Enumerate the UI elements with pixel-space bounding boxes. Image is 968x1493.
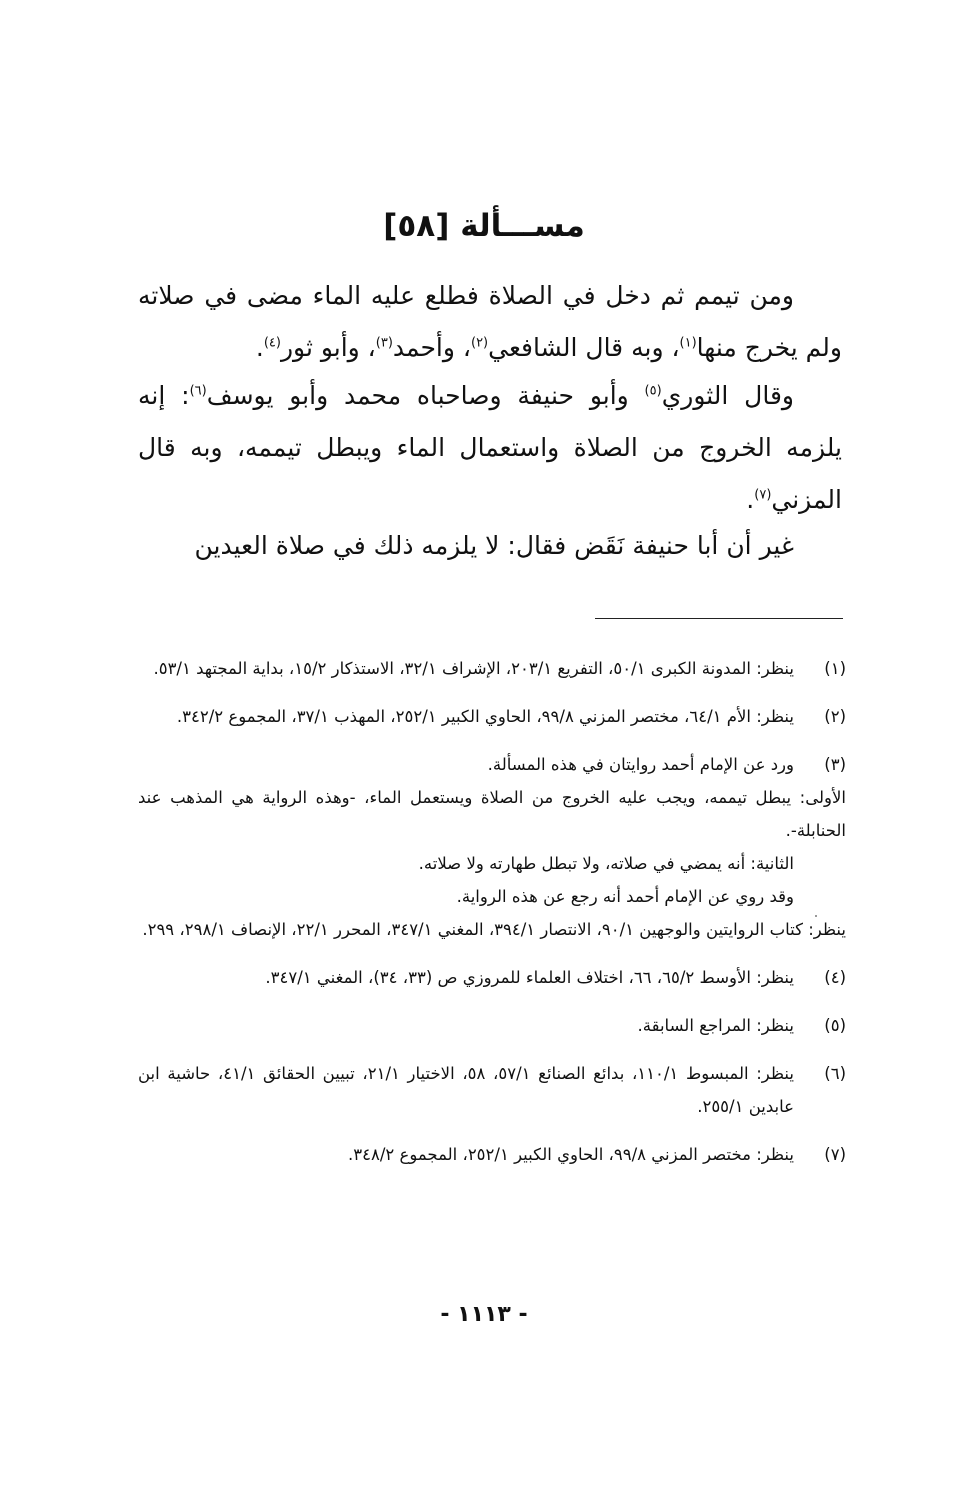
footnote-ref-4[interactable]: (٤) xyxy=(263,335,281,351)
footnote-text: ينظر: مختصر المزني ٩٩/٨، الحاوي الكبير ٢٥٢/١، المجموع ٣٤٨/٢. xyxy=(348,1145,794,1164)
footnote-ref-5[interactable]: (٥) xyxy=(644,383,662,399)
footnote-number: (٦) xyxy=(824,1064,846,1083)
issue-heading: [٥٨] مســـألة xyxy=(383,208,585,244)
footnote-text: ورد عن الإمام أحمد روايتان في هذه المسألة. xyxy=(487,755,794,774)
footnote-3 xyxy=(138,748,846,946)
footnote-6 xyxy=(138,1057,846,1123)
footnote-text: ينظر: كتاب الروايتين والوجهين ٩٠/١، الانتصار ٣٩٤/١، المغني ٣٤٧/١، المحرر ٢٢/١، الإنصاف ٢٩٨/١، ٢٩٩. xyxy=(142,920,846,939)
footnote-number: (٧) xyxy=(824,1145,846,1164)
footnote-ref-3[interactable]: (٣) xyxy=(375,335,393,351)
text-run: ، وبه قال الشافعي xyxy=(488,333,680,362)
text-run: . xyxy=(255,333,264,362)
text-run: غير أن أبا حنيفة نَقَض فقال: لا يلزمه ذلك في صلاة العيدين xyxy=(194,531,794,560)
text-run: ، وأبو ثور xyxy=(280,333,376,362)
text-run: ومن تيمم ثم دخل في الصلاة فطلع عليه الماء مضى في صلاته ولم يخرج منها xyxy=(138,281,842,362)
text-run: : إنه يلزمه الخروج من الصلاة واستعمال الماء ويبطل تيممه، وبه قال المزني xyxy=(138,381,842,514)
footnote-7 xyxy=(138,1138,846,1171)
footnote-separator xyxy=(595,618,843,619)
footnote-text: ينظر: المدونة الكبرى ٥٠/١، التفريع ٢٠٣/١، الإشراف ٣٢/١، الاستذكار ١٥/٢، بداية المجتهد ٥٣/١. xyxy=(153,659,794,678)
footnotes xyxy=(138,652,846,1186)
text-run: وقال الثوري xyxy=(661,381,794,410)
footnote-number: (٤) xyxy=(824,968,846,987)
footnote-text: ينظر: الأوسط ٦٥/٢، ٦٦، اختلاف العلماء للمروزي ص (٣٣، ٣٤)، المغني ٣٤٧/١. xyxy=(265,968,794,987)
footnote-text: الأولى: يبطل تيممه، ويجب عليه الخروج من الصلاة ويستعمل الماء، -وهذه الرواية هي المذهب عند الحنابلة-. xyxy=(138,788,846,840)
text-run: ، وأحمد xyxy=(392,333,471,362)
footnote-1 xyxy=(138,652,846,685)
footnote-ref-6[interactable]: (٦) xyxy=(189,383,207,399)
footnote-number: (١) xyxy=(824,659,846,678)
paragraph-3 xyxy=(138,520,842,572)
footnote-text: الثانية: أنه يمضي في صلاته، ولا تبطل طهارته ولا صلاته. xyxy=(418,854,794,873)
page-number: - ١١١٣ - xyxy=(440,1302,528,1327)
paragraph-1 xyxy=(138,270,842,374)
footnote-ref-7[interactable]: (٧) xyxy=(754,487,772,503)
scan-speck xyxy=(815,915,817,917)
footnote-text: ينظر: المبسوط ١١٠/١، بدائع الصنائع ٥٧/١، ٥٨، الاختيار ٢١/١، تبيين الحقائق ٤١/١، حاشية ابن عابدين ٢٥٥/١. xyxy=(138,1064,794,1116)
footnote-text: ينظر: المراجع السابقة. xyxy=(637,1016,794,1035)
footnote-number: (٢) xyxy=(824,707,846,726)
text-run: وأبو حنيفة وصاحباه محمد وأبو يوسف xyxy=(206,381,645,410)
footnote-4 xyxy=(138,961,846,994)
footnote-2 xyxy=(138,700,846,733)
footnote-5 xyxy=(138,1009,846,1042)
footnote-text: ينظر: الأم ٦٤/١، مختصر المزني ٩٩/٨، الحاوي الكبير ٢٥٢/١، المهذب ٣٧/١، المجموع ٣٤٢/٢. xyxy=(176,707,794,726)
paragraph-2 xyxy=(138,370,842,526)
footnote-ref-2[interactable]: (٢) xyxy=(470,335,489,351)
text-run: . xyxy=(746,485,755,514)
footnote-number: (٣) xyxy=(824,755,846,774)
footnote-ref-1[interactable]: (١) xyxy=(679,335,697,351)
footnote-number: (٥) xyxy=(824,1016,846,1035)
footnote-text: وقد روي عن الإمام أحمد أنه رجع عن هذه الرواية. xyxy=(456,887,794,906)
